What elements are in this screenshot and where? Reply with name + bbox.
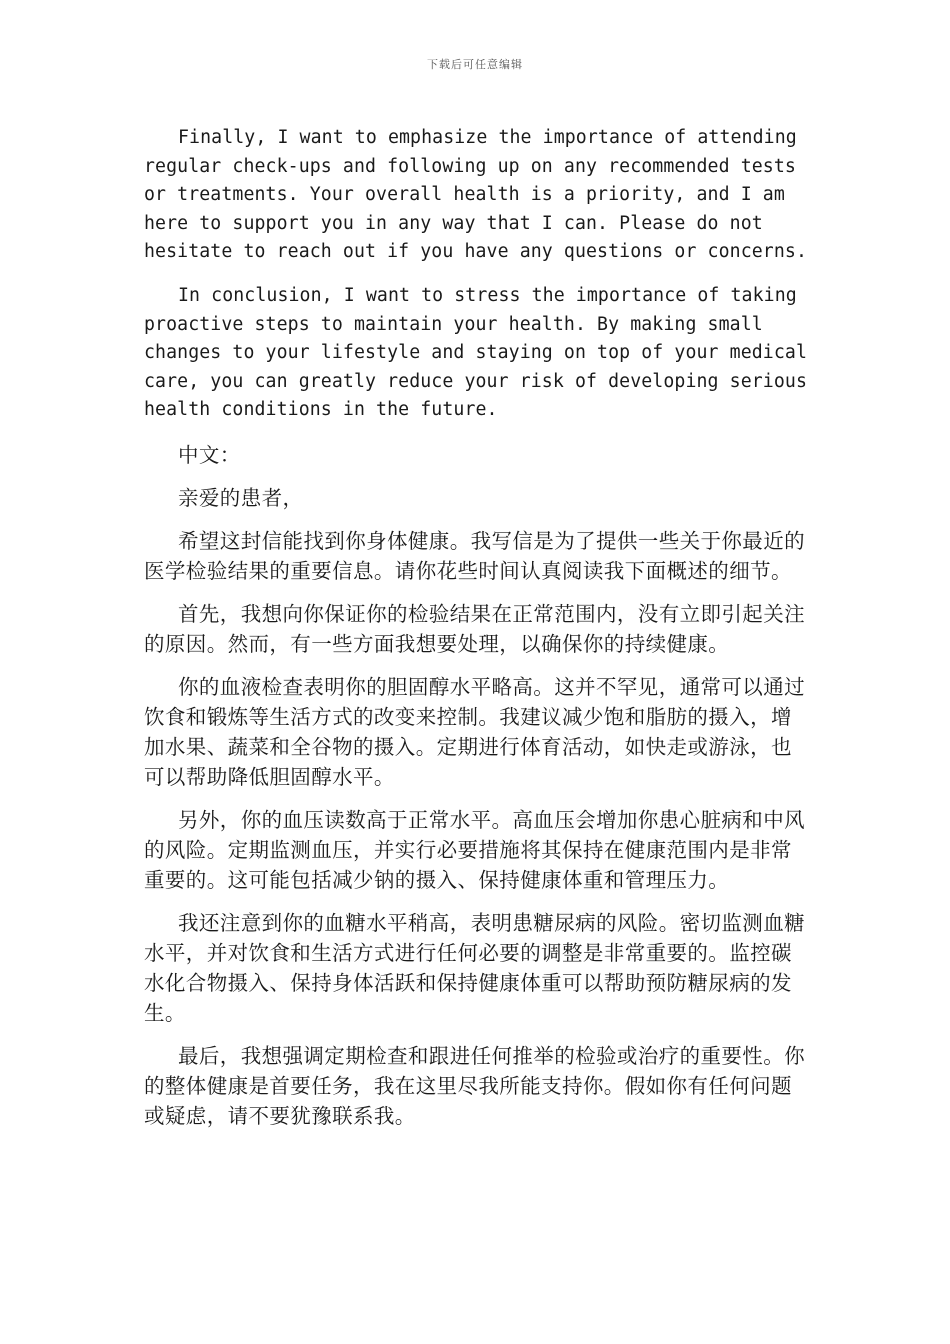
paragraph-en-conclusion: In conclusion, I want to stress the importance of taking proactive steps to maintain your health. By making small changes to your lifestyle and staying on top of your medical care, you can greatly reduce your risk of developing serious health conditions in the future. xyxy=(144,284,807,421)
paragraph-zh-results: 首先，我想向你保证你的检验结果在正常范围内，没有立即引起关注的原因。然而，有一些方面我想要处理，以确保你的持续健康。 xyxy=(144,601,805,656)
paragraph-zh-blood-sugar: 我还注意到你的血糖水平稍高，表明患糖尿病的风险。密切监测血糖水平，并对饮食和生活方式进行任何必要的调整是非常重要的。监控碳水化合物摄入、保持身体活跃和保持健康体重可以帮助预防糖尿病的发生。 xyxy=(144,910,805,1025)
chinese-section-label: 中文： xyxy=(178,442,241,467)
paragraph-zh-intro: 希望这封信能找到你身体健康。我写信是为了提供一些关于你最近的医学检验结果的重要信息。请你花些时间认真阅读我下面概述的细节。 xyxy=(144,528,805,583)
paragraph-zh-checkups: 最后，我想强调定期检查和跟进任何推举的检验或治疗的重要性。你的整体健康是首要任务，我在这里尽我所能支持你。假如你有任何问题或疑虑，请不要犹豫联系我。 xyxy=(144,1043,805,1128)
paragraph-en-checkups: Finally, I want to emphasize the importance of attending regular check-ups and following up on any recommended tests or treatments. Your overall health is a priority, and I am here to support you in any way that I can. Please do not hesitate to reach out if you have any questions or concerns. xyxy=(144,127,807,263)
document-body xyxy=(144,124,808,1144)
chinese-greeting: 亲爱的患者， xyxy=(178,485,304,510)
paragraph-zh-cholesterol: 你的血液检查表明你的胆固醇水平略高。这并不罕见，通常可以通过饮食和锻炼等生活方式的改变来控制。我建议减少饱和脂肪的摄入，增加水果、蔬菜和全谷物的摄入。定期进行体育活动，如快走或游泳，也可以帮助降低胆固醇水平。 xyxy=(144,674,805,789)
paragraph-zh-blood-pressure: 另外，你的血压读数高于正常水平。高血压会增加你患心脏病和中风的风险。定期监测血压，并实行必要措施将其保持在健康范围内是非常重要的。这可能包括减少钠的摄入、保持健康体重和管理压力。 xyxy=(144,807,805,892)
page-header: 下载后可任意编辑 xyxy=(427,58,523,71)
